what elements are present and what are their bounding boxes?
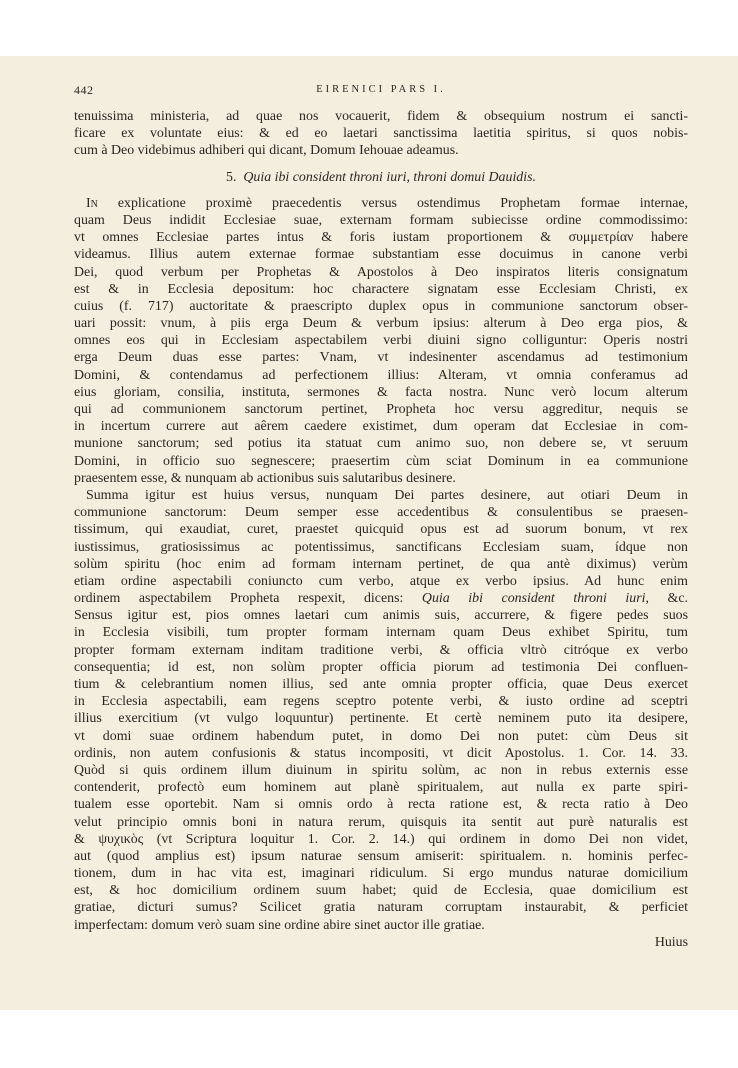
text-line: Dei, quod verbum per Prophetas & Apostolos à Deo inspiratos literis consignatum <box>74 264 688 280</box>
text-line: est, & hoc domicilium ordinem suum habet; quid de Ecclesia, quae domicilium est <box>74 883 688 899</box>
text-line: Summa igitur est huius versus, nunquam Dei partes desinere, aut otiari Deum in <box>86 487 688 503</box>
text-line: in Ecclesia visibili, tum propter formam internam quam Deus exhibet Spiritu, tum <box>74 625 688 641</box>
text-line: Domini, & contendamus ad perfectionem illius: Alteram, vt omnia conferamus ad <box>74 367 688 383</box>
text-line: Sensus igitur est, pios omnes laetari cum animis suis, accurrere, & figere pedes suos <box>74 608 688 624</box>
text-line: cum à Deo videbimus adhiberi qui dicant, Domum Iehouae adeamus. <box>74 143 459 159</box>
text-line: munione sanctorum; sed potius ita statuat cum animo suo, non debere se, vt seruum <box>74 436 688 452</box>
catchword: Huius <box>654 934 688 950</box>
text-line: tenuissima ministeria, ad quae nos vocauerit, fidem & obsequium nostrum ei sancti- <box>74 109 688 124</box>
section-heading <box>74 169 688 186</box>
text-line: etiam ordine aspectabili coniuncto cum verbo, atque ex verbo ipsius. Ad hunc enim <box>74 573 688 589</box>
text-line: aut (quod amplius est) ipsum naturae sensum amiserit: spiritualem. n. hominis perfec- <box>74 848 688 864</box>
text-line: & ψυχικὸς (vt Scriptura loquitur 1. Cor. 2. 14.) qui ordinem in domo Dei non videt, <box>74 831 688 847</box>
page-number: 442 <box>74 83 94 97</box>
text-line: omnes eos qui in Ecclesiam aspectabilem verbi diuini signo colliguntur: Operis nostri <box>74 333 688 349</box>
section-number: 5. <box>226 169 237 185</box>
text-line: ficare ex voluntate eius: & ed eo laetari sanctissima laetitia spiritus, si quos nobis- <box>74 126 688 142</box>
quotation: Quia ibi consident throni iuri <box>421 591 646 607</box>
text-line: solùm spiritu (hoc enim ad formam internam pertinet, de qua antè diximus) verùm <box>74 556 688 572</box>
text-line: In explicatione proximè praecedentis versus ostendimus Prophetam formae internae, <box>86 195 688 211</box>
text-line: tium & celebrantium nomen illius, sed ante omnia propter officia, quae Deus exercet <box>74 677 688 692</box>
text-line: praesentem esse, & nunquam ab actionibus suis salutaribus desinere. <box>74 470 456 486</box>
text-line: vt domi suae ordinem habendum putet, in domo Dei non putet: cùm Deus sit <box>74 728 688 744</box>
text-line: quam Deus indidit Ecclesiae suae, externam formam subiecisse ordine commodissimo: <box>74 212 688 228</box>
text-line: ordinis, non autem confusionis & status incompositi, vt dicit Apostolus. 1. Cor. 14. 33. <box>74 745 688 761</box>
paragraph-2 <box>74 487 688 934</box>
text-line: consequentia; id est, non solùm propter officia piorum ad testimonia Dei confluen- <box>74 659 688 675</box>
text-line: propter formam externam inditam traditione verbi, & officia vltrò citróque ex verbo <box>74 642 688 658</box>
text-line: imperfectam: domum verò suam sine ordine abire sinet auctor ille gratiae. <box>74 917 485 933</box>
text-line: velut principio omnis boni in natura rerum, quisquis ita sentit aut purè naturalis est <box>74 814 688 830</box>
text-line: gratiae, dicturi sumus? Scilicet gratia naturam corruptam instaurabit, & perficiet <box>74 900 688 916</box>
text-line: tionem, dum in hac vita est, imaginari ridiculum. Si ergo mundus naturae domicilium <box>74 866 688 882</box>
text-line: ordinem aspectabilem Propheta respexit, dicens: Quia ibi consident throni iuri, &c. <box>74 591 688 607</box>
text-line: erga Deum duas esse partes: Vnam, vt indesinenter ascendamus ad testimonium <box>74 350 688 366</box>
text-line: tissimum, qui exaudiat, curet, praestet quicquid opus est ad suorum bonum, vt rex <box>74 522 688 538</box>
page-header <box>74 83 688 99</box>
text-line: illius exercitium (vt vulgo loquuntur) pertinente. Et certè neminem puto ita desipere, <box>74 711 688 727</box>
text-line: uari possit: vnum, à piis erga Deum & verbum ipsius: alterum à Deo erga pios, & <box>74 316 688 332</box>
running-title: EIRENICI PARS I. <box>316 84 446 95</box>
intro-paragraph <box>74 108 688 160</box>
page-body <box>74 108 688 951</box>
text-line: Quòd si quis ordinem illum diuinum in spiritu solùm, ac non in rebus externis esse <box>74 762 688 778</box>
opening-word: In <box>86 195 98 211</box>
paragraph-1 <box>74 195 688 487</box>
text-line: in incertum currere aut aêrem caedere existimet, dum operam dat Ecclesiae in com- <box>74 419 688 435</box>
text-line: iustissimus, gratiosissimus ac potentissimus, sanctificans Ecclesiam suam, ídque non <box>74 539 688 555</box>
text-line: vt omnes Ecclesiae partes intus & foris iustam proportionem & συμμετρίαν habere <box>74 230 688 246</box>
text-line: cuius (f. 717) auctoritate & praescripto duplex opus in communione sanctorum obser- <box>74 298 688 314</box>
text-line: videamus. Illius autem externae formae substantiam esse docuimus in canone verbi <box>74 247 688 263</box>
text-line: est & in Ecclesia depositum: hoc charactere signatam esse Ecclesiam Christi, ex <box>74 281 688 297</box>
text-line: communione sanctorum: Deum semper esse accedentibus & consulentibus se praesen- <box>74 505 688 521</box>
text-line: contenderit, profectò eum hominem aut planè spiritualem, aut nulla ex parte spiri- <box>74 780 688 796</box>
text-line: qui ad communionem sanctorum pertinet, Propheta hoc versu aggreditur, nequis se <box>74 402 688 417</box>
book-page <box>0 56 738 1010</box>
text-line: in Ecclesia aspectabili, eam regens sceptro potente verbi, & iusto ordine ad sceptri <box>74 694 688 710</box>
text-line: tualem esse oportebit. Nam si omnis ordo à recta ratione est, & recta ratio à Deo <box>74 797 688 813</box>
text-line: Domini, in officio suo segnescere; praesertim cùm sciat Dominum in ea communione <box>74 453 688 469</box>
section-heading-text: Quia ibi consident throni iuri, throni domui Dauidis. <box>243 169 536 185</box>
text-line: eius gloriam, consilia, instituta, sermones & facta nostra. Nunc verò locum alterum <box>74 384 688 400</box>
